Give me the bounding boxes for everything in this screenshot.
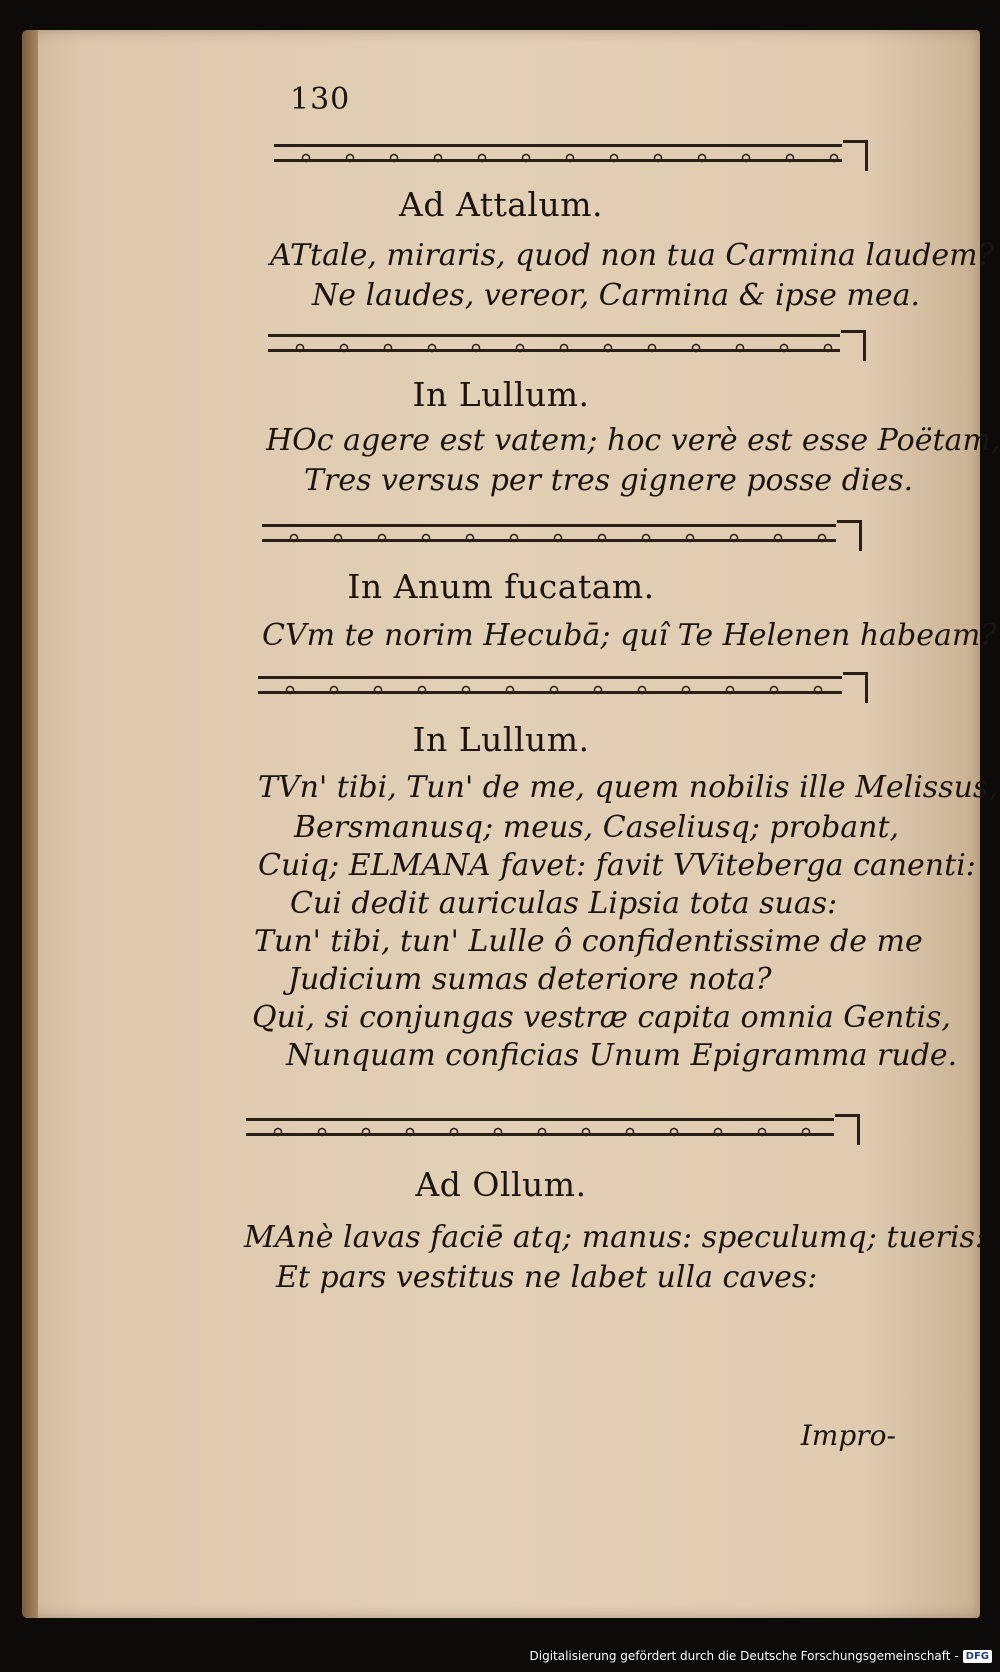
verse-line: Cuiq; ELMANA favet: favit VViteberga canenti: [258, 848, 976, 883]
rule-end-ornament [843, 672, 868, 703]
rule-end-ornament [841, 330, 866, 361]
rule-end-ornament [835, 1114, 860, 1145]
verse-line: Qui, si conjungas vestræ capita omnia Gentis, [252, 1000, 951, 1035]
credit-text: Digitalisierung gefördert durch die Deutsche Forschungsgemeinschaft - [529, 1649, 959, 1663]
ornamental-rule [258, 672, 842, 700]
verse-line: ATtale, miraris, quod non tua Carmina laudem? [270, 238, 994, 273]
verse-line: TVn' tibi, Tun' de me, quem nobilis ille Melissus, [258, 770, 998, 805]
verse-line: Bersmanusq; meus, Caseliusq; probant, [294, 810, 900, 845]
rule-end-ornament [843, 140, 868, 171]
ornamental-rule [274, 140, 842, 168]
verse-line: CVm te norim Hecubā; quî Te Helenen habeam? [262, 618, 997, 653]
verse-line: Nunquam conficias Unum Epigramma rude. [286, 1038, 958, 1073]
verse-line: Cui dedit auriculas Lipsia tota suas: [290, 886, 838, 921]
section-heading: Ad Attalum. [399, 185, 603, 224]
verse-line: Ne laudes, vereor, Carmina & ipse mea. [312, 278, 921, 313]
verse-line: HOc agere est vatem; hoc verè est esse Poëtam, [266, 423, 1000, 458]
section-heading: In Anum fucatam. [347, 567, 655, 606]
verse-line: Judicium sumas deteriore nota? [288, 962, 772, 997]
book-page [22, 30, 1000, 1618]
ornamental-rule [268, 330, 840, 358]
dfg-logo-icon: DFG [963, 1650, 992, 1663]
verse-line: Tres versus per tres gignere posse dies. [304, 463, 914, 498]
section-heading: Ad Ollum. [415, 1165, 587, 1204]
rule-end-ornament [837, 520, 862, 551]
verse-line: Tun' tibi, tun' Lulle ô confidentissime de me [254, 924, 923, 959]
ornamental-rule [246, 1114, 834, 1142]
catchword: Impro- [800, 1419, 896, 1452]
page-content [22, 30, 1000, 1618]
digitization-credit [530, 1649, 993, 1663]
verse-line: Et pars vestitus ne labet ulla caves: [276, 1260, 818, 1295]
section-heading: In Lullum. [412, 375, 590, 414]
page-number: 130 [290, 82, 351, 117]
verse-line: MAnè lavas faciē atq; manus: speculumq; tueris: [244, 1220, 985, 1255]
section-heading: In Lullum. [412, 720, 590, 759]
ornamental-rule [262, 520, 836, 548]
